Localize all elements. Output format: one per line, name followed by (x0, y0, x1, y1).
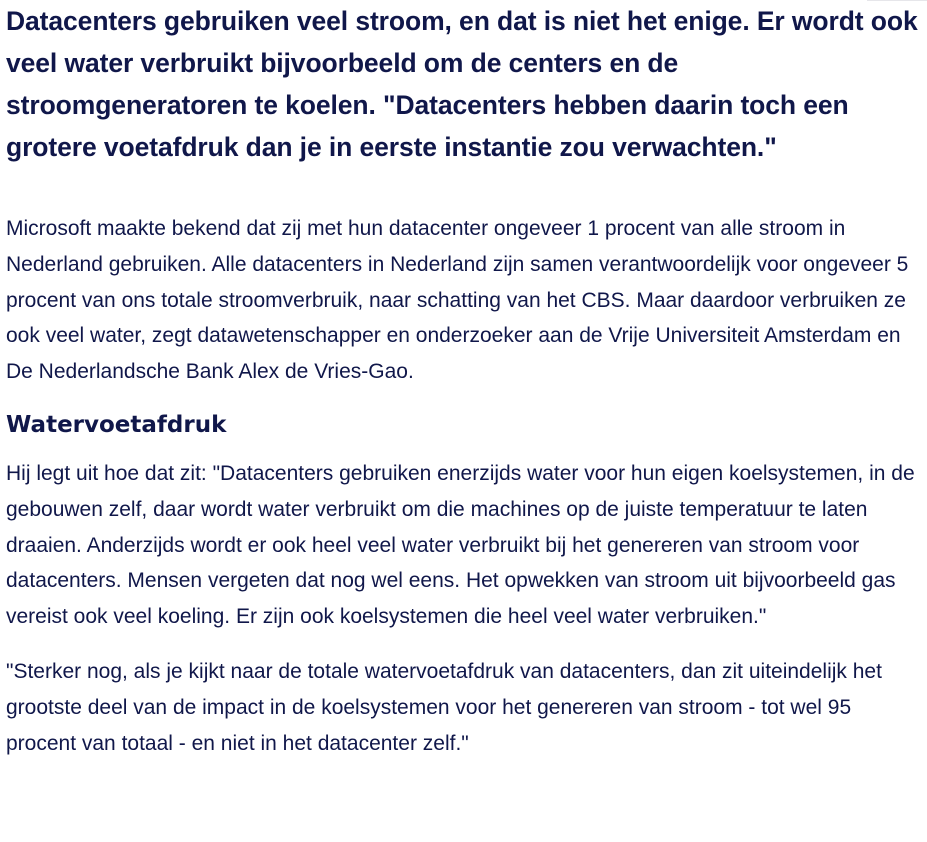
article-lead: Datacenters gebruiken veel stroom, en dat is niet het enige. Er wordt ook veel water verbruikt bijvoorbeeld om de centers en de stroomgeneratoren te koelen. "Datacenters hebben daarin toch een grotere voetafdruk dan je in eerste instantie zou verwachten." (6, 6, 918, 162)
paragraph-microsoft-stroom: Microsoft maakte bekend dat zij met hun datacenter ongeveer 1 procent van alle stroom in Nederland gebruiken. Alle datacenters in Nederland zijn samen verantwoordelijk voor ongeveer 5 procent van ons totale stroomverbruik, naar schatting van het CBS. Maar daardoor verbruiken ze ook veel water, zegt datawetenschapper en onderzoeker aan de Vrije Universiteit Amsterdam en De Nederlandsche Bank Alex de Vries-Gao. (6, 217, 909, 384)
paragraph-95-procent: "Sterker nog, als je kijkt naar de totale watervoetafdruk van datacenters, dan zit uiteindelijk het grootste deel van de impact in de koelsystemen voor het genereren van stroom - tot wel 95 procent van totaal - en niet in het datacenter zelf." (6, 659, 882, 755)
article-body (6, 0, 918, 761)
paragraph-koelsystemen: Hij legt uit hoe dat zit: "Datacenters gebruiken enerzijds water voor hun eigen koelsystemen, in de gebouwen zelf, daar wordt water verbruikt om die machines op de juiste temperatuur te laten draaien. Anderzijds wordt er ook heel veel water verbruikt bij het genereren van stroom voor datacenters. Mensen vergeten dat nog wel eens. Het opwekken van stroom uit bijvoorbeeld gas vereist ook veel koeling. Er zijn ook koelsystemen die heel veel water verbruiken." (6, 461, 915, 629)
section-heading-watervoetafdruk: Watervoetafdruk (6, 411, 227, 438)
